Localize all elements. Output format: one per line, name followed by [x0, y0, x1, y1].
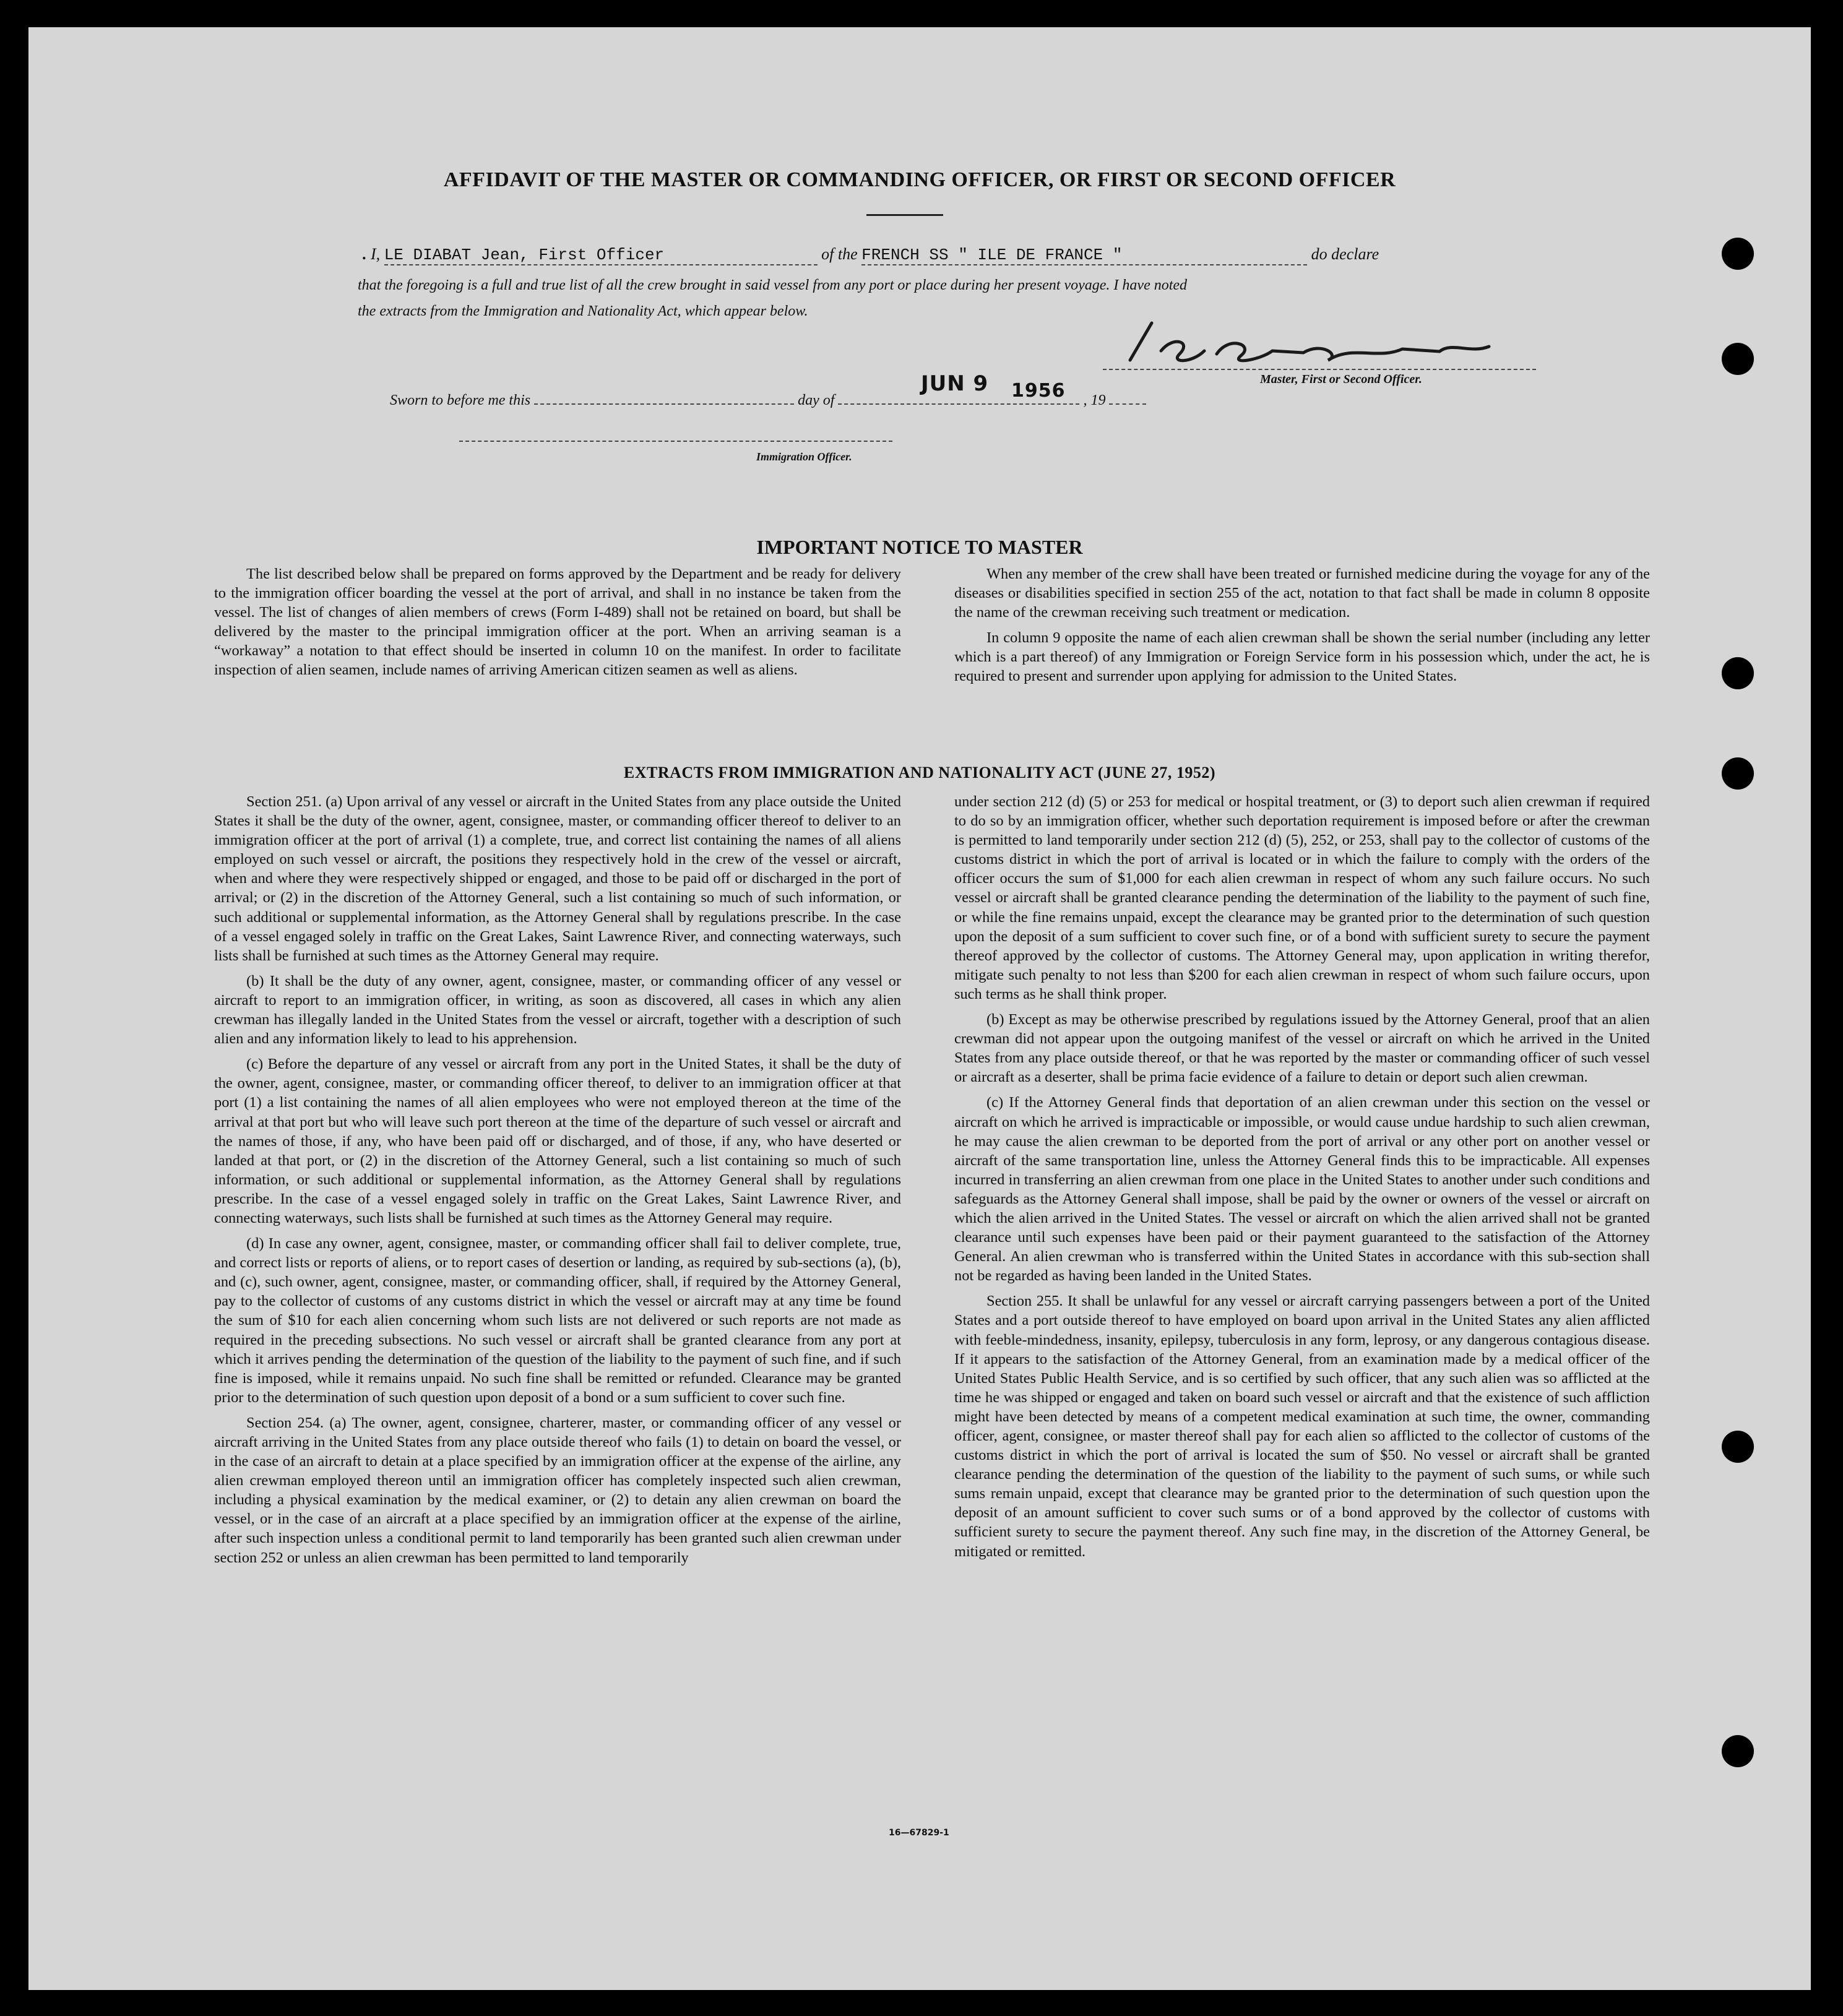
declaration-line-3: the extracts from the Immigration and Nationality Act, which appear below. [358, 303, 808, 319]
officer-signature [1118, 317, 1514, 373]
day-of-label: day of [798, 392, 835, 408]
section-paragraph: (c) If the Attorney General finds that deportation of an alien crewman under this section on the vessel or aircraft on which he arrived is impracticable or impossible, or would cause undue hardship to such alien crewman, he may cause the alien crewman to be deported from the port of arrival or any other port on another vessel or aircraft of the same transportation line, unless the Attorney General finds this to be impracticable. All expenses incurred in transferring an alien crewman from one place in the United States to another under such conditions and safeguards as the Attorney General shall impose, shall be paid by the owner or owners of the vessel or aircraft on which the alien arrived in the United States. The vessel or aircraft on which the alien arrived shall not be granted clearance until such expenses have been paid or their payment guaranteed to the satisfaction of the Attorney General. An alien crewman who is transferred within the United States in accordance with this sub-section shall not be regarded as having been landed in the United States. [954, 1094, 1650, 1285]
notice-right-column [954, 564, 1650, 692]
section-paragraph: (c) Before the departure of any vessel or aircraft from any port in the United States, it shall be the duty of the owner, agent, consignee, master, or commanding officer thereof, to deliver to an immigration officer at that port (1) a list containing the names of all alien employees who were not employed thereon at the time of the arrival at that port but who will leave such port thereon at the time of the departure of such vessel or aircraft and the names of those, if any, who have been paid off or discharged, and of those, if any, who have deserted or landed at that port, or (2) in the discretion of the Attorney General, such a list containing so much of such information, or such additional or supplemental information, as the Attorney General shall by regulations prescribe. In the case of a vessel engaged solely in traffic on the Great Lakes, Saint Lawrence River, and connecting waterways, such lists shall be furnished at such times as the Attorney General may require. [214, 1056, 901, 1226]
section-paragraph: under section 212 (d) (5) or 253 for medical or hospital treatment, or (3) to deport such alien crewman if required to do so by an immigration officer, whether such deportation requirement is imposed before or after the crewman is permitted to land temporarily under section 212 (d) (5), 252, or 253, shall pay to the collector of customs of the customs district in which the port of arrival is located or in which the failure to comply with the orders of the officer occurs the sum of $1,000 for each alien crewman in respect of whom any such failure occurs. No such vessel or aircraft shall be granted clearance pending the determination of the liability to the payment of such fine, or while the fine remains unpaid, except the clearance may be granted prior to the determination of such question upon the deposit of a sum sufficient to cover such fine, or of a bond with sufficient surety to secure the payment thereof approved by the collector of customs. The Attorney General may, upon application in writing therefor, mitigate such penalty to not less than $200 for each alien crewman in respect of whom such failure occurs, upon such terms as he shall think proper. [954, 793, 1650, 1002]
affidavit-page [28, 27, 1811, 1990]
of-the-label: of the [821, 245, 858, 263]
immigration-officer-signature-line [459, 441, 892, 442]
notice-paragraph: In column 9 opposite the name of each alien crewman shall be shown the serial number (including any letter which is a part thereof) of any Immigration or Foreign Service form in his possession which, under the act, he is required to present and surrender upon applying for admission to the United States. [954, 629, 1650, 685]
notice-title: IMPORTANT NOTICE TO MASTER [756, 536, 1083, 558]
form-code: 16—67829-1 [889, 1828, 949, 1838]
section-paragraph: Section 255. It shall be unlawful for any vessel or aircraft carrying passengers between a port of the United States and a port outside thereof to have employed on board upon arrival in the United States any alien afflicted with feeble-mindedness, insanity, epilepsy, tuberculosis in any form, leprosy, or any dangerous contagious disease. If it appears to the satisfaction of the Attorney General, from an examination made by a medical officer of the United States Public Health Service, and is so certified by such officer, that any such alien was so afflicted at the time he was shipped or engaged and taken on board such vessel or aircraft and that the existence of such affliction might have been detected by means of a competent medical examination at such time, the owner, commanding officer, agent, consignee, or master thereof shall pay for each alien so afflicted to the collector of customs of the customs district in which the port of arrival is located the sum of $50. No vessel or aircraft shall be granted clearance pending the determination of the question of the liability to the payment of such sums, or while such sums remain unpaid, except that clearance may be granted prior to the determination of such question upon the deposit of an amount sufficient to cover such sums or of a bond approved by the collector of customs with sufficient surety to secure the payment thereof. Any such fine may, in the discretion of the Attorney General, be mitigated or remitted. [954, 1293, 1650, 1560]
immigration-officer-label: Immigration Officer. [756, 450, 852, 463]
binder-hole [1722, 1431, 1754, 1463]
binder-hole [1722, 1735, 1754, 1767]
extracts-left-column [214, 792, 901, 1574]
year-stamp: 1956 [1011, 380, 1066, 402]
date-stamp: JUN 9 [921, 371, 989, 396]
declaration-line-2: that the foregoing is a full and true list of all the crew brought in said vessel from any port or place during her present voyage. I have noted [358, 277, 1188, 293]
i-label: I, [371, 245, 381, 263]
notice-paragraph: When any member of the crew shall have been treated or furnished medicine during the voyage for any of the diseases or disabilities specified in section 255 of the act, notation to that fact shall be made in column 8 opposite the name of the crewman receiving such treatment or medication. [954, 566, 1650, 621]
extracts-title: EXTRACTS FROM IMMIGRATION AND NATIONALITY ACT (JUNE 27, 1952) [623, 764, 1216, 782]
section-paragraph: (b) It shall be the duty of any owner, agent, consignee, master, or commanding officer of any vessel or aircraft to report to an immigration officer, in writing, as soon as discovered, all cases in which any alien crewman has illegally landed in the United States from the vessel or aircraft, together with a description of such alien and any information likely to lead to his apprehension. [214, 972, 901, 1048]
sworn-line [390, 392, 1256, 409]
officer-signature-line [1103, 369, 1536, 370]
affidavit-title: AFFIDAVIT OF THE MASTER OR COMMANDING OFFICER, OR FIRST OR SECOND OFFICER [443, 168, 1396, 191]
do-declare-label: do declare [1311, 245, 1379, 263]
officer-title-label: Master, First or Second Officer. [1260, 373, 1422, 386]
officer-name: LE DIABAT Jean, First Officer [384, 246, 665, 264]
section-paragraph: Section 254. (a) The owner, agent, consignee, charterer, master, or commanding officer of any vessel or aircraft arriving in the United States from any place outside thereof who fails (1) to detain on board the vessel, or in the case of an aircraft to detain at a place specified by an immigration officer at the expense of the airline, any alien crewman employed thereon until an immigration officer has completely inspected such alien crewman, including a physical examination by the medical examiner, or (2) to detain any alien crewman on board the vessel, or in the case of an aircraft at a place specified by an immigration officer at the expense of the airline, after such inspection unless a conditional permit to land temporarily has been granted such alien crewman under section 252 or unless an alien crewman has been permitted to land temporarily [214, 1414, 901, 1566]
binder-hole [1722, 238, 1754, 270]
section-paragraph: Section 251. (a) Upon arrival of any vessel or aircraft in the United States from any place outside the United States it shall be the duty of the owner, agent, consignee, master, or commanding officer thereof to deliver to an immigration officer at the port of arrival (1) a complete, true, and correct list containing the names of all aliens employed on such vessel or aircraft, the positions they respectively hold in the crew of the vessel or aircraft, when and where they were respectively shipped or engaged, and those to be paid off or discharged in the port of arrival; or (2) in the discretion of the Attorney General, such a list containing so much of such information, or such additional or supplemental information, as the Attorney General shall by regulations prescribe. In the case of a vessel engaged solely in traffic on the Great Lakes, Saint Lawrence River, and connecting waterways, such lists shall be furnished at such times as the Attorney General may require. [214, 793, 901, 964]
vessel-name: FRENCH SS " ILE DE FRANCE " [861, 246, 1123, 264]
title-divider [866, 214, 943, 216]
binder-hole [1722, 343, 1754, 375]
binder-hole [1722, 657, 1754, 689]
year-label: , 19 [1083, 392, 1106, 408]
sworn-label: Sworn to before me this [390, 392, 531, 408]
extracts-right-column [954, 792, 1650, 1567]
section-paragraph: (d) In case any owner, agent, consignee, master, or commanding officer shall fail to deliver complete, true, and correct lists or reports of aliens, or to report cases of desertion or landing, as required by sub-sections (a), (b), and (c), such owner, agent, consignee, master, or commanding officer, shall, if required by the Attorney General, pay to the collector of customs of any customs district in which the vessel or aircraft may at any time be found the sum of $10 for each alien concerning whom such lists are not delivered or such reports are not made as required in the preceding subsections. No such vessel or aircraft shall be granted clearance from any port at which it arrives pending the determination of the question of the liability to the payment of such fine, and if such fine is imposed, while it remains unpaid. No such fine shall be remitted or refunded. Clearance may be granted prior to the determination of such question upon deposit of a bond or a sum sufficient to cover such fine. [214, 1235, 901, 1406]
notice-paragraph: The list described below shall be prepared on forms approved by the Department and be ready for delivery to the immigration officer boarding the vessel at the port of arrival, and shall in no instance be taken from the vessel. The list of changes of alien members of crews (Form I-489) shall not be retained on board, but shall be delivered by the master to the principal immigration officer at the port. When an arriving seaman is a “workaway” a notation to that effect should be inserted in column 10 on the manifest. In order to facilitate inspection of alien seamen, include names of arriving American citizen seamen as well as aliens. [214, 566, 901, 679]
declaration-line-1: . I, LE DIABAT Jean, First Officer of the FRENCH SS " ILE DE FRANCE " do declare [363, 245, 1379, 264]
section-paragraph: (b) Except as may be otherwise prescribed by regulations issued by the Attorney General, proof that an alien crewman did not appear upon the outgoing manifest of the vessel or aircraft on which he arrived in the United States from any place outside thereof, or that he was reported by the master or commanding officer of such vessel or aircraft as a deserter, shall be prima facie evidence of a failure to detain or deport such alien crewman. [954, 1011, 1650, 1086]
notice-left-column [214, 564, 901, 686]
